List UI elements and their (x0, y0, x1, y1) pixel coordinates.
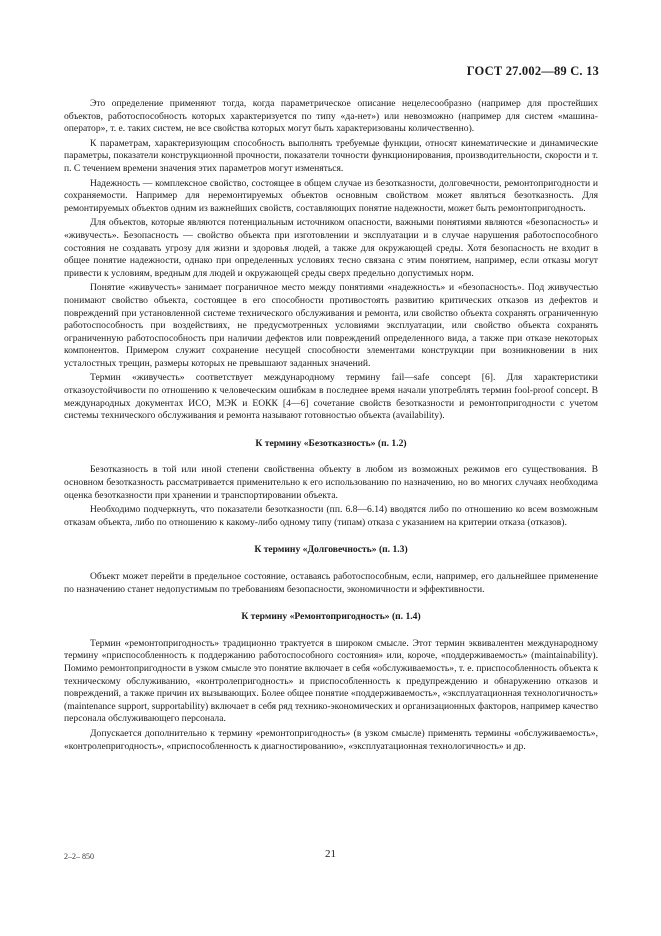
paragraph: Безотказность в той или иной степени свойственна объекту в любом из возможных режимов его существования. В основном безотказность рассматривается применительно к его использованию по назначению, но во многих случаях необходима оценка безотказности при хранении и транспортировании объекта. (64, 464, 598, 501)
paragraph: Объект может перейти в предельное состояние, оставаясь работоспособным, если, например, его дальнейшее применение по назначению станет недопустимым по требованиям безопасности, экономичности и эффективности. (64, 571, 598, 595)
section-heading-remontoprigodnost: К термину «Ремонтопригодность» (п. 1.4) (241, 611, 421, 623)
paragraph: Надежность — комплексное свойство, состоящее в общем случае из безотказности, долговечности, ремонтопригодности и сохраняемости. Например для неремонтируемых объектов основным свойством может являться безотказность. Для ремонтируемых объектов одним из важнейших свойств, составляющих понятие надежности, может быть ремонтопригодность. (64, 177, 598, 214)
paragraph: К параметрам, характеризующим способность выполнять требуемые функции, относят кинематические и динамические параметры, показатели конструкционной прочности, показатели точности функционирования, производительности, скорости и т. п. С течением времени значения этих параметров могут изменяться. (64, 137, 598, 174)
paragraph: Необходимо подчеркнуть, что показатели безотказности (пп. 6.8—6.14) вводятся либо по отношению ко всем возможным отказам объекта, либо по отношению к какому-либо одному типу (типам) отказа с указанием на критерии отказа (отказов). (64, 504, 598, 528)
section-heading-bezotkaznost: К термину «Безотказность» (п. 1.2) (255, 437, 407, 449)
paragraph: Допускается дополнительно к термину «ремонтопригодность» (в узком смысле) применять термины «обслуживаемость», «контролепригодность», «приспособленность к диагностированию», «эксплуатационная технологичность» и др. (64, 727, 598, 752)
paragraph: Для объектов, которые являются потенциальным источником опасности, важными понятиями являются «безопасность» и «живучесть». Безопасность — свойство объекта при изготовлении и эксплуатации и в случае нарушения работоспособного состояния не создавать угрозу для жизни и здоровья людей, а также для окружающей среды. Хотя безопасность не входит в общее понятие надежности, однако при определенных условиях тесно связана с этим понятием, например, если отказы могут привести к условиям, вредным для людей и окружающей среды сверх предельно допустимых норм. (64, 217, 598, 279)
page-number: 21 (325, 848, 336, 860)
section-heading-dolgovechnost: К термину «Долговечность» (п. 1.3) (254, 544, 408, 556)
document-body (64, 98, 598, 755)
paragraph: Термин «живучесть» соответствует международному термину fail—safe concept [6]. Для характеристики отказоустойчивости по отношению к человеческим ошибкам в последнее время начали употреблять термин fool-proof concept. В международных документах ИСО, МЭК и ЕОКК [4—6] сочетание свойств безотказности и ремонтопригодности с учетом системы технического обслуживания и ремонта называют готовностью объекта (availability). (64, 372, 598, 422)
page-header-title: ГОСТ 27.002—89 С. 13 (466, 64, 599, 78)
footer-print-code: 2–2– 850 (64, 852, 94, 861)
paragraph: Понятие «живучесть» занимает пограничное место между понятиями «надежность» и «безопасность». Под живучестью понимают свойство объекта, состоящее в его способности противостоять развитию критических отказов из дефектов и повреждений при установленной системе технического обслуживания и ремонта, или свойство объекта сохранять ограниченную работоспособность при воздействиях, не предусмотренных условиями эксплуатации, или свойство объекта сохранять ограниченную работоспособность при наличии дефектов или повреждений определенного вида, а также при отказе некоторых компонентов. Примером служит сохранение несущей способности элементами конструкции при возникновении в них усталостных трещин, размеры которых не превышают заданных значений. (64, 282, 598, 369)
paragraph: Термин «ремонтопригодность» традиционно трактуется в широком смысле. Этот термин эквивалентен международному термину «приспособленность к поддержанию работоспособного состояния» или, короче, «поддерживаемость» (maintainability). Помимо ремонтопригодности в узком смысле это понятие включает в себя «обслуживаемость», т. е. приспособленность объекта к техническому обслуживанию, «контролепригодность» и приспособленность к предупреждению и обнаружению отказов и повреждений, а также причин их вызывающих. Более общее понятие «поддерживаемость», «эксплуатационная технологичность» (maintenance support, supportability) включает в себя ряд технико-экономических и организационных факторов, например качество персонала обслуживающего персонала. (64, 637, 598, 725)
paragraph: Это определение применяют тогда, когда параметрическое описание нецелесообразно (например для простейших объектов, работоспособность которых характеризуется по типу «да-нет») или невозможно (например для систем «машина-оператор», т. е. таких систем, не все свойства которых могут быть характеризованы количественно). (64, 98, 598, 135)
